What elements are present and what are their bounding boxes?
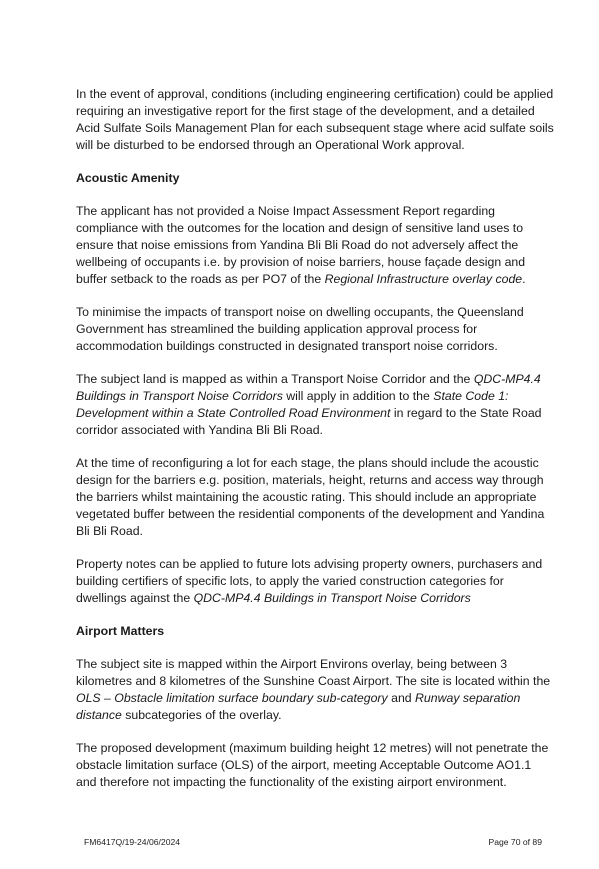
text-run: The subject site is mapped within the Airport Environs overlay, being between 3 kilometres and 8 kilometres of the Sunshine Coast Airport. The site is located within the (76, 657, 551, 688)
text-run: The subject land is mapped as within a Transport Noise Corridor and the (76, 372, 474, 386)
italic-reference: OLS – Obstacle limitation surface boundary sub-category (76, 691, 388, 705)
paragraph-noise-corridor (76, 371, 554, 439)
italic-reference: QDC-MP4.4 Buildings in Transport Noise Corridors (76, 372, 541, 403)
paragraph-transport-noise: To minimise the impacts of transport noise on dwelling occupants, the Queensland Government has streamlined the building application approval process for accommodation buildings constructed in designated transport noise corridors. (76, 305, 524, 353)
text-run: and (387, 691, 416, 705)
page-body (76, 86, 554, 807)
heading-acoustic-amenity: Acoustic Amenity (76, 171, 180, 185)
paragraph-building-height: The proposed development (maximum building height 12 metres) will not penetrate the obstacle limitation surface (OLS) of the airport, meeting Acceptable Outcome AO1.1 and therefore not impacting the functionality of the existing airport environment. (76, 741, 549, 789)
italic-reference: State Code 1: Development within a State Controlled Road Environment (76, 389, 509, 420)
text-run: Property notes can be applied to future lots advising property owners, purchasers and building certifiers of specific lots, to apply the varied construction categories for dwellings against the (76, 557, 543, 605)
italic-reference: Regional Infrastructure overlay code (324, 272, 523, 286)
text-run: will apply in addition to the (282, 389, 434, 403)
italic-reference: QDC-MP4.4 Buildings in Transport Noise Corridors (193, 591, 471, 605)
paragraph-property-notes (76, 556, 554, 607)
italic-reference: Runway separation distance (76, 691, 521, 722)
paragraph-airport-environs (76, 656, 554, 724)
footer-document-code: FM6417Q/19-24/06/2024 (84, 837, 181, 847)
text-run: The applicant has not provided a Noise Impact Assessment Report regarding compliance with the outcomes for the location and design of sensitive land uses to ensure that noise emissions from Yandina Bli Bli Road do not adversely affect the wellbeing of occupants i.e. by provision of noise barriers, house façade design and buffer setback to the roads as per PO7 of the (76, 204, 526, 286)
paragraph-noise-impact-report (76, 203, 554, 288)
text-run: in regard to the State Road corridor associated with Yandina Bli Bli Road. (76, 406, 542, 437)
paragraph-acid-sulfate-conditions: In the event of approval, conditions (including engineering certification) could be applied requiring an investigative report for the first stage of the development, and a detailed Acid Sulfate Soils Management Plan for each subsequent stage where acid sulfate soils will be disturbed to be endorsed through an Operational Work approval. (76, 87, 554, 152)
text-run: subcategories of the overlay. (121, 708, 282, 722)
paragraph-reconfiguring-lot: At the time of reconfiguring a lot for each stage, the plans should include the acoustic design for the barriers e.g. position, materials, height, returns and access way through the barriers whilst maintaining the acoustic rating. This should include an appropriate vegetated buffer between the residential components of the development and Yandina Bli Bli Road. (76, 456, 545, 538)
text-run: . (522, 272, 526, 286)
footer-page-number: Page 70 of 89 (488, 837, 542, 847)
heading-airport-matters: Airport Matters (76, 624, 165, 638)
